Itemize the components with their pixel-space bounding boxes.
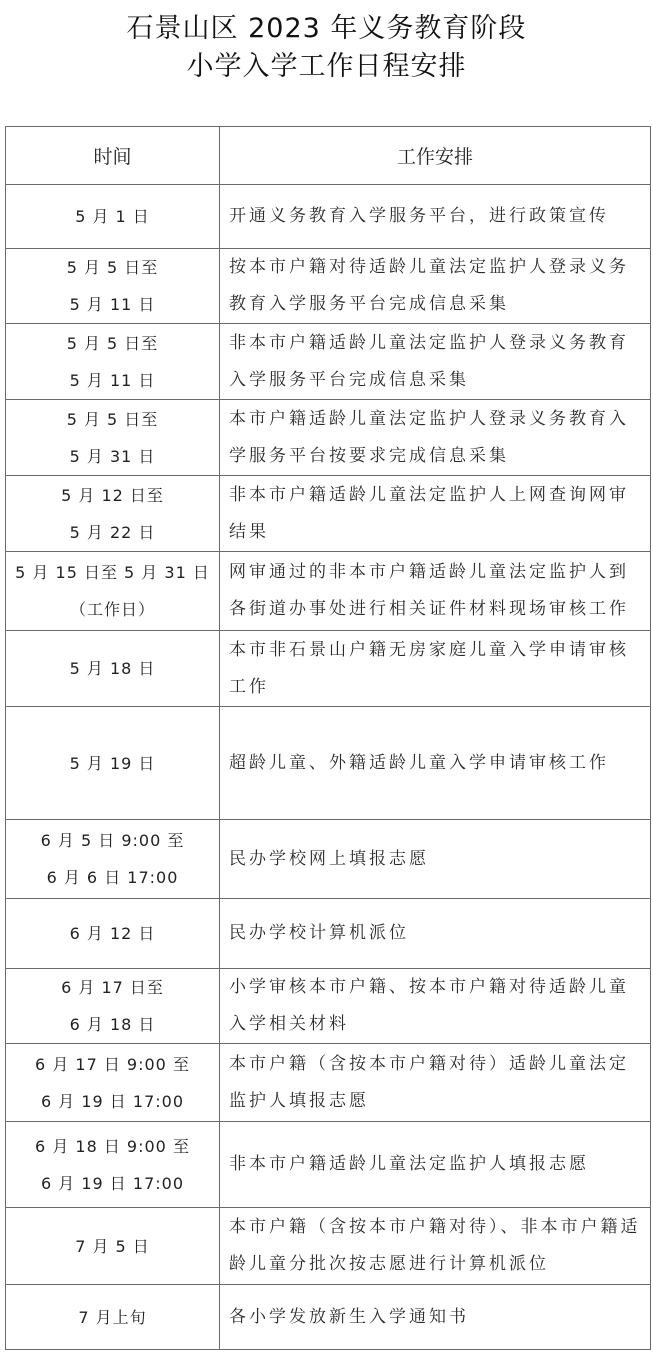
time-text: 5 月 19 日 [69,753,156,773]
task-cell [220,476,651,552]
time-cell [6,899,220,969]
task-cell [220,1044,651,1122]
time-text: 5 月 5 日至 [66,333,159,353]
time-cell [6,1208,220,1285]
task-text: 龄儿童分批次按志愿进行计算机派位 [229,1254,549,1274]
task-text: 民办学校计算机派位 [229,923,409,943]
time-text: 6 月 18 日 9:00 至 [35,1136,190,1156]
task-text: 入学服务平台完成信息采集 [229,369,469,390]
time-text: 7 月 5 日 [75,1236,150,1256]
task-text: 学服务平台按要求完成信息采集 [229,445,509,466]
task-text: 教育入学服务平台完成信息采集 [229,294,509,314]
table-row [6,707,651,820]
time-text: 5 月 22 日 [69,522,156,542]
table-row [6,400,651,476]
table-row [6,1122,651,1208]
table-row [6,552,651,631]
table-row [6,1285,651,1350]
schedule-table [5,126,651,1350]
time-text: 6 月 17 日至 [61,978,164,997]
table-row [6,899,651,969]
table-row [6,185,651,249]
time-cell [6,969,220,1044]
time-text: 5 月 15 日至 5 月 31 日 [15,563,210,582]
task-text: 按本市户籍对待适龄儿童法定监护人登录义务 [229,257,629,277]
table-row [6,249,651,324]
task-text: 结果 [229,521,269,542]
task-cell [220,1208,651,1285]
task-text: 本市非石景山户籍无房家庭儿童入学申请审核 [229,639,629,660]
time-cell [6,1044,220,1122]
time-cell [6,185,220,249]
task-text: 超龄儿童、外籍适龄儿童入学申请审核工作 [229,752,609,773]
time-text: 6 月 12 日 [69,924,156,943]
task-cell [220,552,651,631]
time-cell [6,476,220,552]
time-text: 6 月 18 日 [69,1015,156,1034]
time-text: 6 月 19 日 17:00 [41,1173,184,1193]
table-row [6,476,651,552]
table-row [6,1044,651,1122]
task-cell [220,820,651,899]
time-text: 6 月 19 日 17:00 [41,1091,184,1111]
time-text: 6 月 5 日 9:00 至 [40,831,185,850]
header-task: 工作安排 [220,127,651,185]
time-text: （工作日） [69,600,155,619]
task-text: 小学审核本市户籍、按本市户籍对待适龄儿童 [229,977,629,997]
time-cell [6,324,220,400]
time-cell [6,552,220,631]
task-text: 各小学发放新生入学通知书 [229,1306,469,1327]
page-title [0,10,653,86]
title-line-2: 小学入学工作日程安排 [186,51,467,82]
task-cell [220,899,651,969]
task-cell [220,249,651,324]
table-body [6,185,651,1350]
task-text: 监护人填报志愿 [229,1090,369,1111]
task-cell [220,1122,651,1208]
task-text: 开通义务教育入学服务平台，进行政策宣传 [229,206,609,226]
time-text: 5 月 1 日 [75,207,150,226]
time-cell [6,820,220,899]
task-cell [220,969,651,1044]
task-cell [220,185,651,249]
time-cell [6,631,220,707]
time-cell [6,400,220,476]
task-text: 非本市户籍适龄儿童法定监护人填报志愿 [229,1154,589,1174]
task-text: 各街道办事处进行相关证件材料现场审核工作 [229,599,629,619]
task-text: 网审通过的非本市户籍适龄儿童法定监护人到 [229,562,629,582]
task-text: 民办学校网上填报志愿 [229,848,429,869]
task-cell [220,324,651,400]
task-text: 非本市户籍适龄儿童法定监护人登录义务教育 [229,332,629,353]
title-line-1: 石景山区 2023 年义务教育阶段 [126,13,527,44]
task-text: 本市户籍（含按本市户籍对待）、非本市户籍适 [229,1217,641,1237]
table-header-row [6,127,651,185]
task-cell [220,1285,651,1350]
table-row [6,324,651,400]
task-cell [220,707,651,820]
time-text: 5 月 18 日 [69,659,156,678]
table-row [6,631,651,707]
time-text: 6 月 17 日 9:00 至 [35,1054,190,1074]
time-text: 7 月上旬 [78,1307,147,1327]
table-row [6,1208,651,1285]
time-text: 5 月 5 日至 [66,409,159,429]
task-cell [220,631,651,707]
time-cell [6,1122,220,1208]
time-cell [6,249,220,324]
task-text: 入学相关材料 [229,1014,349,1034]
task-cell [220,400,651,476]
time-text: 5 月 5 日至 [66,258,159,277]
time-text: 5 月 11 日 [69,295,156,314]
header-time: 时间 [6,127,220,185]
time-text: 5 月 11 日 [69,370,156,390]
task-text: 本市户籍（含按本市户籍对待）适龄儿童法定 [229,1053,629,1074]
time-cell [6,707,220,820]
time-text: 5 月 31 日 [69,446,156,466]
time-text: 5 月 12 日至 [61,485,164,505]
table-row [6,969,651,1044]
time-cell [6,1285,220,1350]
task-text: 本市户籍适龄儿童法定监护人登录义务教育入 [229,408,629,429]
task-text: 工作 [229,676,269,697]
table-row [6,820,651,899]
task-text: 非本市户籍适龄儿童法定监护人上网查询网审 [229,484,629,505]
time-text: 6 月 6 日 17:00 [46,868,179,887]
